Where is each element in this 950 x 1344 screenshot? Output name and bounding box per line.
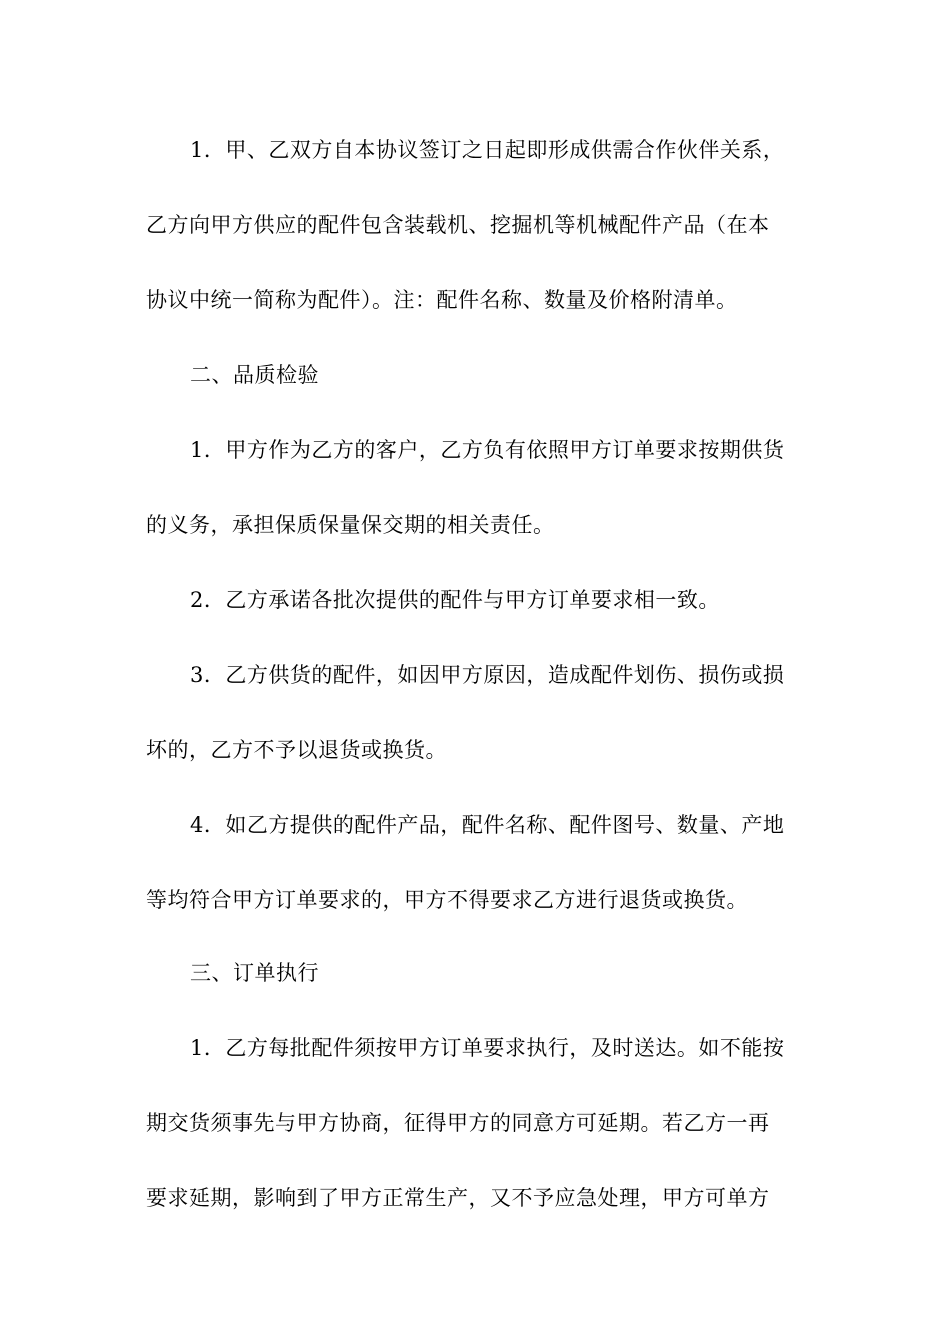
clause-1-line-1: 1．甲、乙双方自本协议签订之日起即形成供需合作伙伴关系， (190, 138, 785, 162)
quality-clause-4-line-2: 等均符合甲方订单要求的，甲方不得要求乙方进行退货或换货。 (146, 888, 748, 912)
clause-1-line-2: 乙方向甲方供应的配件包含装载机、挖掘机等机械配件产品（在本 (146, 213, 770, 237)
quality-clause-2: 2．乙方承诺各批次提供的配件与甲方订单要求相一致。 (190, 588, 720, 612)
quality-clause-1-line-1: 1．甲方作为乙方的客户，乙方负有依照甲方订单要求按期供货 (190, 438, 785, 462)
clause-1-line-3: 协议中统一简称为配件）。注：配件名称、数量及价格附清单。 (146, 288, 738, 312)
quality-clause-4-line-1: 4．如乙方提供的配件产品，配件名称、配件图号、数量、产地 (190, 813, 785, 837)
quality-clause-1-line-2: 的义务，承担保质保量保交期的相关责任。 (146, 513, 555, 537)
quality-clause-3-line-2: 坏的，乙方不予以退货或换货。 (146, 738, 447, 762)
section-heading-order-execution: 三、订单执行 (190, 961, 319, 985)
order-clause-1-line-1: 1．乙方每批配件须按甲方订单要求执行，及时送达。如不能按 (190, 1036, 785, 1060)
section-heading-quality-inspection: 二、品质检验 (190, 363, 319, 387)
quality-clause-3-line-1: 3．乙方供货的配件，如因甲方原因，造成配件划伤、损伤或损 (190, 663, 785, 687)
order-clause-1-line-3: 要求延期，影响到了甲方正常生产，又不予应急处理，甲方可单方 (146, 1186, 770, 1210)
order-clause-1-line-2: 期交货须事先与甲方协商，征得甲方的同意方可延期。若乙方一再 (146, 1111, 770, 1135)
